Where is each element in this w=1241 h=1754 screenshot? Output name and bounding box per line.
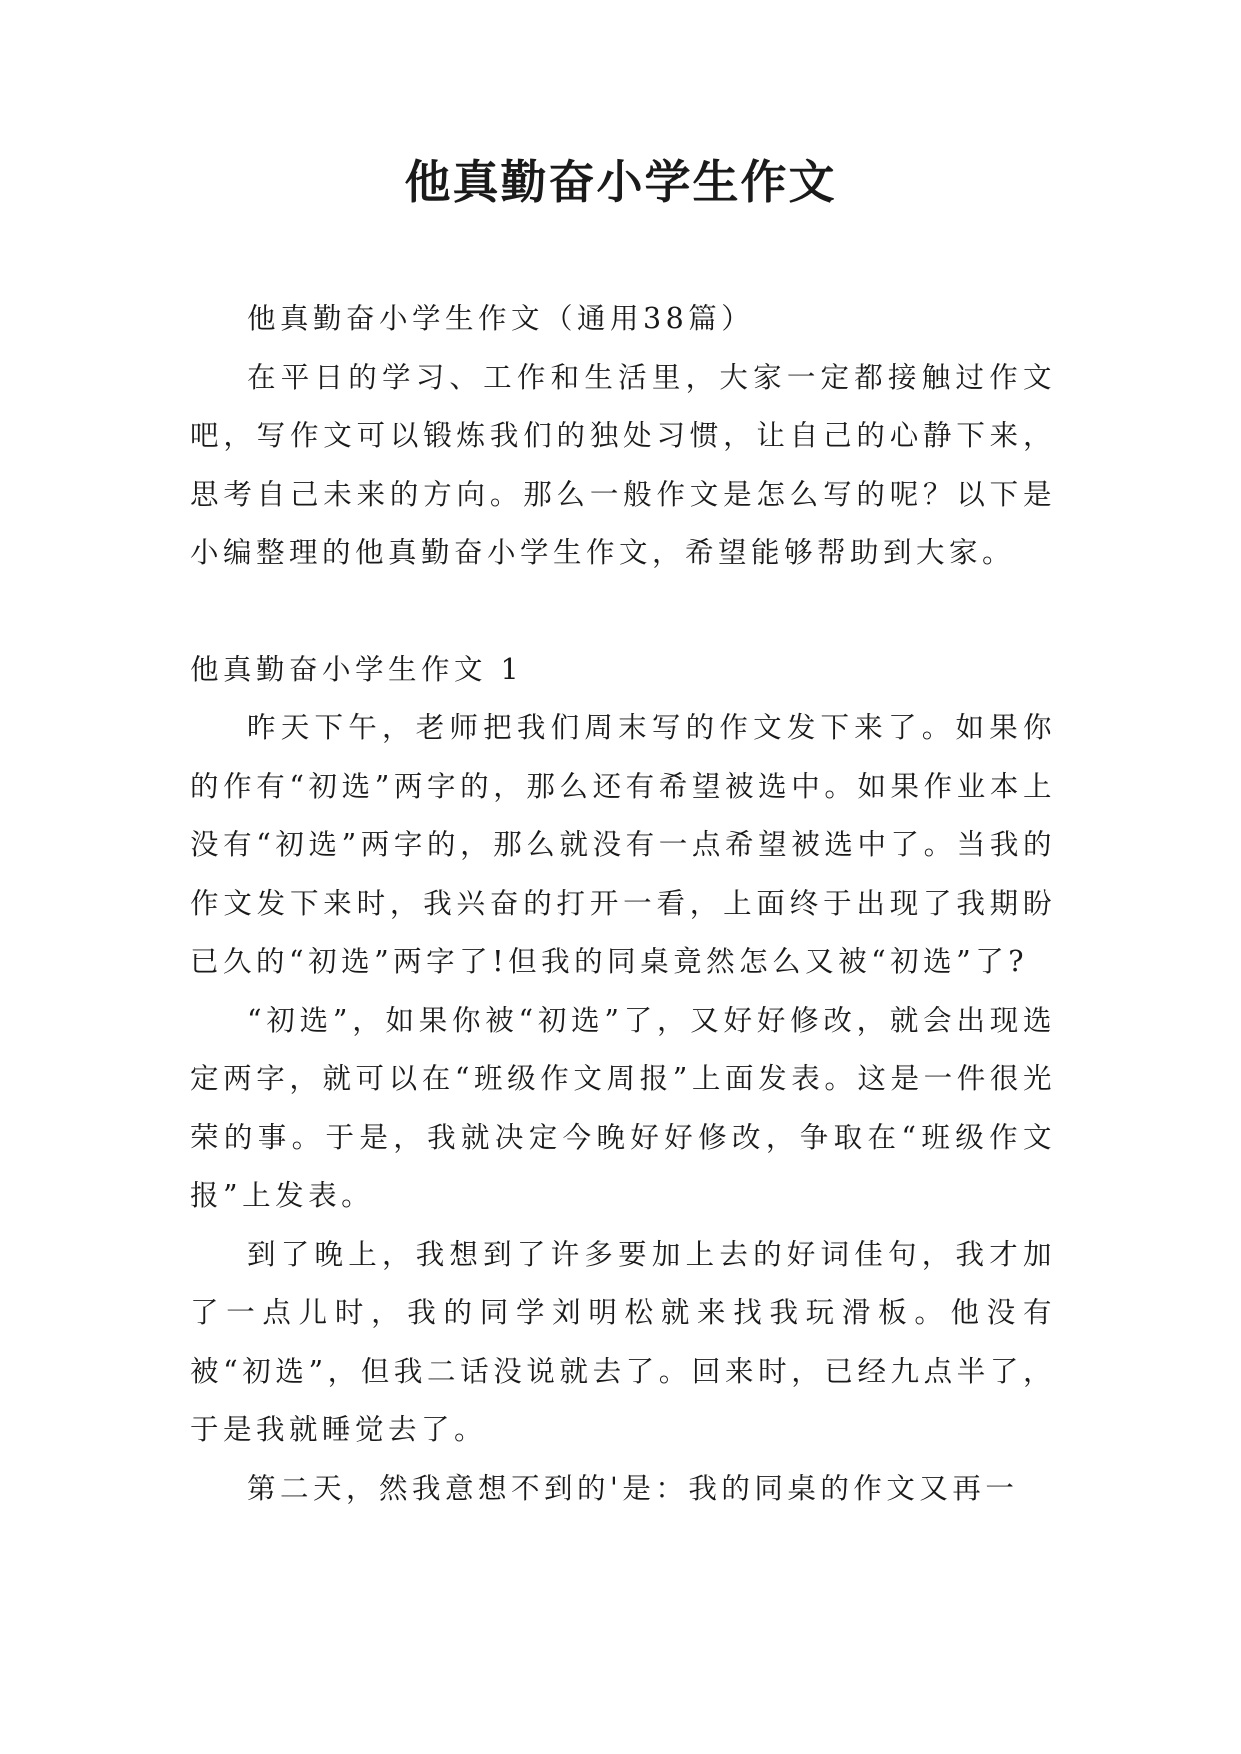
body-paragraph: 第二天，然我意想不到的'是：我的同桌的作文又再一: [247, 1471, 1019, 1505]
body-paragraph: 到了晚上，我想到了许多要加上去的好词佳句，我才加了一点儿时，我的同学刘明松就来找我玩滑板。他没有被“初选”，但我二话没说就去了。回来时，已经九点半了，于是我就睡觉去了。: [190, 1237, 1056, 1446]
body-paragraph: 昨天下午，老师把我们周末写的作文发下来了。如果你的作有“初选”两字的，那么还有希望被选中。如果作业本上没有“初选”两字的，那么就没有一点希望被选中了。当我的作文发下来时，我兴奋的打开一看，上面终于出现了我期盼已久的“初选”两字了!但我的同桌竟然怎么又被“初选”了?: [190, 711, 1056, 978]
body-paragraph: “初选”，如果你被“初选”了，又好好修改，就会出现选定两字，就可以在“班级作文周报”上面发表。这是一件很光荣的事。于是，我就决定今晚好好修改，争取在“班级作文报”上发表。: [190, 1003, 1056, 1212]
document-subtitle: 他真勤奋小学生作文（通用38篇）: [247, 302, 755, 335]
document-title: 他真勤奋小学生作文: [404, 155, 837, 209]
document-body: [190, 290, 1056, 1518]
intro-paragraph: 在平日的学习、工作和生活里，大家一定都接触过作文吧，写作文可以锻炼我们的独处习惯，让自己的心静下来，思考自己未来的方向。那么一般作文是怎么写的呢？以下是小编整理的他真勤奋小学生作文，希望能够帮助到大家。: [190, 360, 1056, 569]
section-title: 他真勤奋小学生作文 1: [190, 652, 524, 686]
